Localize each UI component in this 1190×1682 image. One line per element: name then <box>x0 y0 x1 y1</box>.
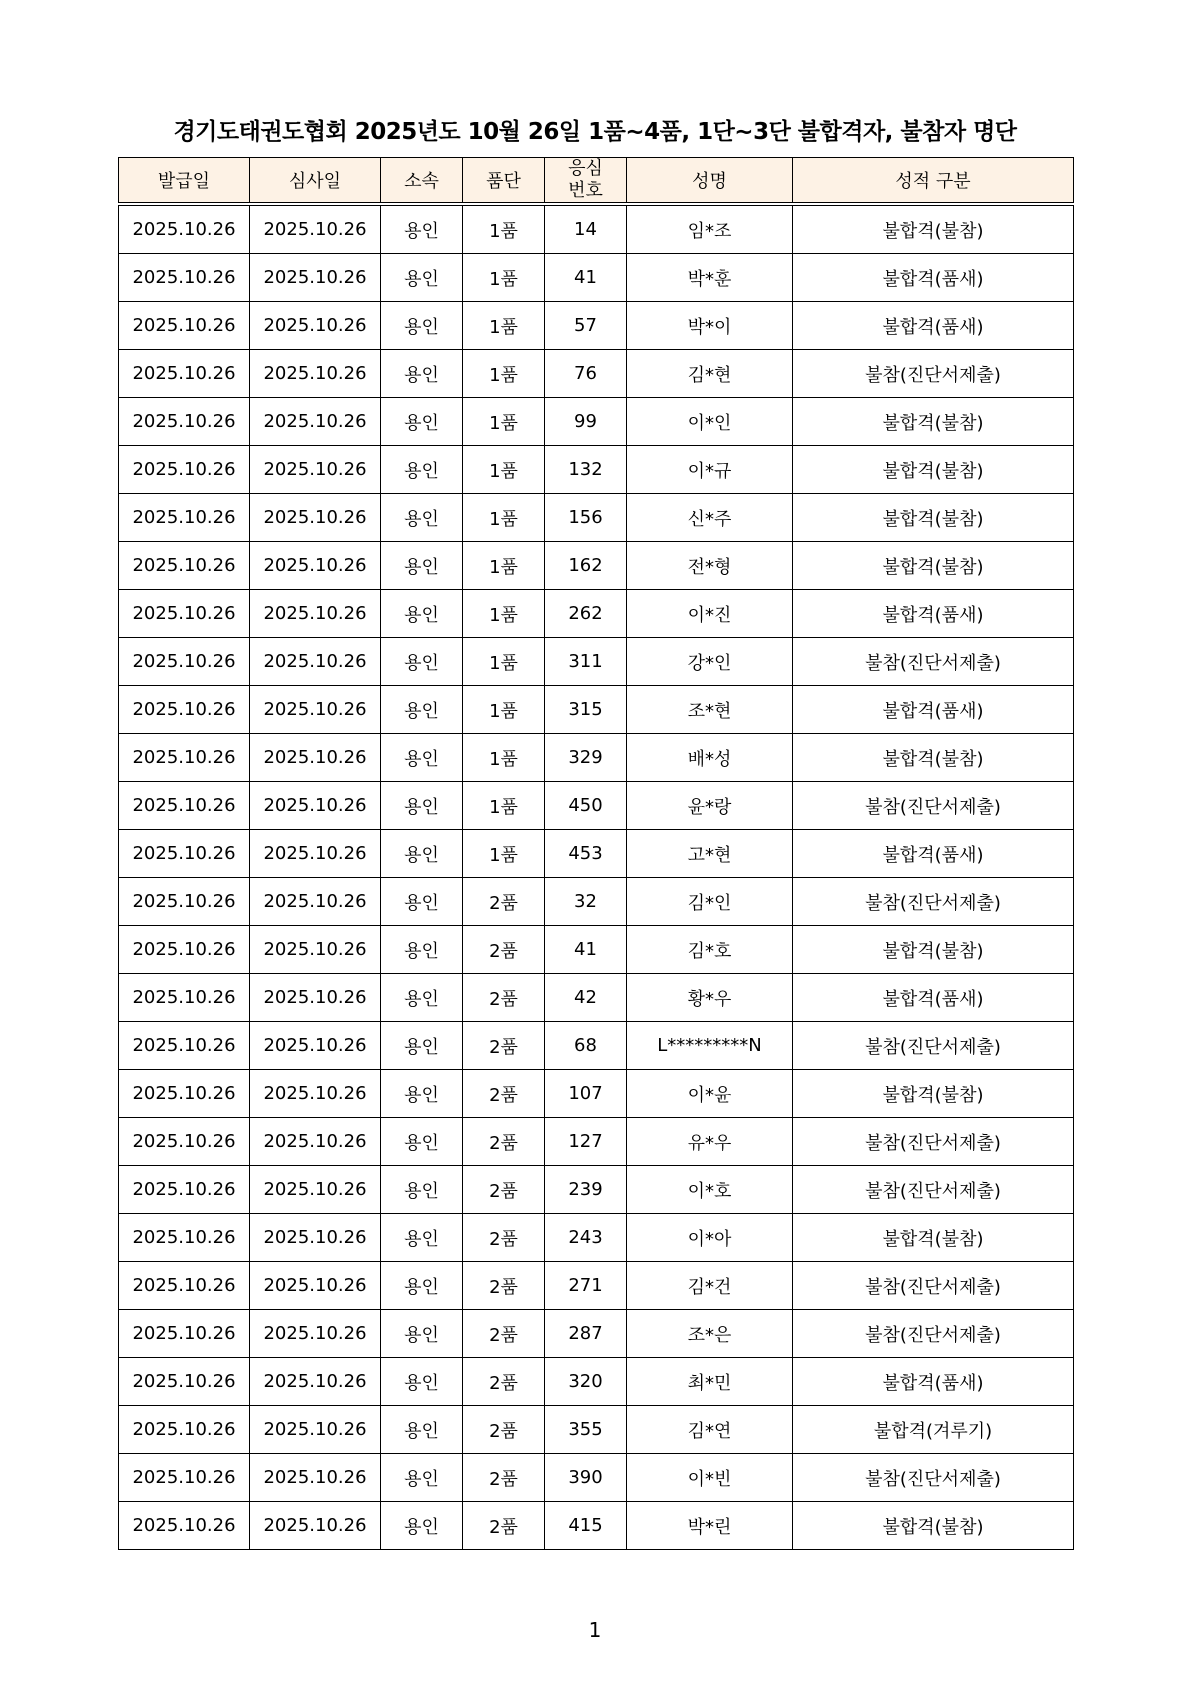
cell-exam-number: 76 <box>545 350 627 398</box>
cell-affiliation: 용인 <box>381 204 463 254</box>
cell-rank: 1품 <box>463 590 545 638</box>
cell-issue-date: 2025.10.26 <box>119 734 250 782</box>
cell-exam-number: 41 <box>545 254 627 302</box>
cell-name: 임*조 <box>627 204 793 254</box>
table-body <box>119 204 1074 1550</box>
cell-issue-date: 2025.10.26 <box>119 1262 250 1310</box>
cell-rank: 2품 <box>463 1310 545 1358</box>
cell-rank: 1품 <box>463 204 545 254</box>
cell-exam-number: 415 <box>545 1502 627 1550</box>
cell-exam-date: 2025.10.26 <box>250 1118 381 1166</box>
cell-exam-date: 2025.10.26 <box>250 926 381 974</box>
cell-exam-number: 450 <box>545 782 627 830</box>
table-row <box>119 1502 1074 1550</box>
cell-exam-date: 2025.10.26 <box>250 494 381 542</box>
cell-rank: 2품 <box>463 1070 545 1118</box>
cell-exam-number: 156 <box>545 494 627 542</box>
cell-name: 이*아 <box>627 1214 793 1262</box>
cell-name: 윤*랑 <box>627 782 793 830</box>
cell-name: 이*호 <box>627 1166 793 1214</box>
cell-affiliation: 용인 <box>381 398 463 446</box>
cell-rank: 1품 <box>463 638 545 686</box>
cell-affiliation: 용인 <box>381 1406 463 1454</box>
cell-result: 불합격(불참) <box>793 494 1074 542</box>
cell-rank: 2품 <box>463 1406 545 1454</box>
table-row <box>119 590 1074 638</box>
cell-result: 불합격(불참) <box>793 926 1074 974</box>
cell-name: 조*은 <box>627 1310 793 1358</box>
cell-result: 불합격(품새) <box>793 974 1074 1022</box>
cell-name: 박*훈 <box>627 254 793 302</box>
cell-exam-date: 2025.10.26 <box>250 254 381 302</box>
cell-issue-date: 2025.10.26 <box>119 1070 250 1118</box>
cell-issue-date: 2025.10.26 <box>119 782 250 830</box>
cell-exam-number: 287 <box>545 1310 627 1358</box>
cell-rank: 2품 <box>463 1262 545 1310</box>
cell-exam-date: 2025.10.26 <box>250 1358 381 1406</box>
cell-name: 박*이 <box>627 302 793 350</box>
cell-affiliation: 용인 <box>381 302 463 350</box>
cell-name: 김*연 <box>627 1406 793 1454</box>
cell-exam-date: 2025.10.26 <box>250 446 381 494</box>
cell-exam-number: 107 <box>545 1070 627 1118</box>
table-row <box>119 686 1074 734</box>
cell-name: 이*규 <box>627 446 793 494</box>
header-col-issue-date: 발급일 <box>119 158 250 205</box>
cell-exam-number: 320 <box>545 1358 627 1406</box>
cell-exam-date: 2025.10.26 <box>250 734 381 782</box>
cell-issue-date: 2025.10.26 <box>119 1358 250 1406</box>
table-row <box>119 302 1074 350</box>
cell-result: 불합격(품새) <box>793 1358 1074 1406</box>
cell-rank: 1품 <box>463 446 545 494</box>
cell-issue-date: 2025.10.26 <box>119 1406 250 1454</box>
cell-name: 최*민 <box>627 1358 793 1406</box>
cell-rank: 2품 <box>463 878 545 926</box>
cell-result: 불참(진단서제출) <box>793 1166 1074 1214</box>
cell-rank: 1품 <box>463 782 545 830</box>
results-table <box>118 157 1074 1550</box>
cell-issue-date: 2025.10.26 <box>119 1214 250 1262</box>
cell-exam-number: 42 <box>545 974 627 1022</box>
cell-exam-number: 132 <box>545 446 627 494</box>
cell-result: 불참(진단서제출) <box>793 878 1074 926</box>
header-col-exam-date: 심사일 <box>250 158 381 205</box>
cell-issue-date: 2025.10.26 <box>119 204 250 254</box>
cell-rank: 2품 <box>463 1118 545 1166</box>
cell-exam-number: 355 <box>545 1406 627 1454</box>
cell-name: 고*현 <box>627 830 793 878</box>
cell-result: 불합격(불참) <box>793 446 1074 494</box>
cell-result: 불합격(품새) <box>793 830 1074 878</box>
cell-issue-date: 2025.10.26 <box>119 830 250 878</box>
cell-rank: 1품 <box>463 350 545 398</box>
table-header <box>119 158 1074 205</box>
cell-affiliation: 용인 <box>381 254 463 302</box>
cell-result: 불합격(품새) <box>793 254 1074 302</box>
cell-rank: 1품 <box>463 734 545 782</box>
page-number: 1 <box>588 1618 602 1642</box>
table-row <box>119 926 1074 974</box>
header-col-rank: 품단 <box>463 158 545 205</box>
cell-issue-date: 2025.10.26 <box>119 1310 250 1358</box>
cell-name: 이*진 <box>627 590 793 638</box>
cell-exam-date: 2025.10.26 <box>250 1406 381 1454</box>
table-row <box>119 1022 1074 1070</box>
cell-exam-date: 2025.10.26 <box>250 398 381 446</box>
cell-exam-date: 2025.10.26 <box>250 638 381 686</box>
header-col-exam-number: 응심 번호 <box>545 158 627 205</box>
cell-exam-number: 68 <box>545 1022 627 1070</box>
cell-affiliation: 용인 <box>381 1502 463 1550</box>
cell-affiliation: 용인 <box>381 446 463 494</box>
header-col-result: 성적 구분 <box>793 158 1074 205</box>
table-row <box>119 446 1074 494</box>
cell-affiliation: 용인 <box>381 1262 463 1310</box>
cell-rank: 1품 <box>463 686 545 734</box>
cell-exam-number: 99 <box>545 398 627 446</box>
table-row <box>119 254 1074 302</box>
cell-name: 이*빈 <box>627 1454 793 1502</box>
cell-affiliation: 용인 <box>381 782 463 830</box>
cell-result: 불합격(불참) <box>793 542 1074 590</box>
cell-result: 불참(진단서제출) <box>793 1310 1074 1358</box>
cell-affiliation: 용인 <box>381 686 463 734</box>
cell-issue-date: 2025.10.26 <box>119 398 250 446</box>
cell-exam-date: 2025.10.26 <box>250 1070 381 1118</box>
cell-result: 불합격(품새) <box>793 302 1074 350</box>
cell-exam-number: 311 <box>545 638 627 686</box>
cell-exam-number: 329 <box>545 734 627 782</box>
cell-issue-date: 2025.10.26 <box>119 494 250 542</box>
cell-result: 불합격(불참) <box>793 734 1074 782</box>
cell-name: 전*형 <box>627 542 793 590</box>
cell-rank: 1품 <box>463 494 545 542</box>
cell-issue-date: 2025.10.26 <box>119 1454 250 1502</box>
cell-name: 이*인 <box>627 398 793 446</box>
cell-exam-number: 239 <box>545 1166 627 1214</box>
cell-issue-date: 2025.10.26 <box>119 1118 250 1166</box>
cell-rank: 2품 <box>463 1454 545 1502</box>
cell-name: 이*윤 <box>627 1070 793 1118</box>
header-col-affiliation: 소속 <box>381 158 463 205</box>
cell-result: 불합격(품새) <box>793 590 1074 638</box>
cell-affiliation: 용인 <box>381 974 463 1022</box>
cell-issue-date: 2025.10.26 <box>119 446 250 494</box>
table-row <box>119 782 1074 830</box>
table-row <box>119 1118 1074 1166</box>
cell-result: 불참(진단서제출) <box>793 782 1074 830</box>
cell-name: 박*린 <box>627 1502 793 1550</box>
cell-affiliation: 용인 <box>381 1310 463 1358</box>
cell-exam-number: 271 <box>545 1262 627 1310</box>
cell-exam-date: 2025.10.26 <box>250 590 381 638</box>
table-row <box>119 1262 1074 1310</box>
cell-result: 불참(진단서제출) <box>793 1454 1074 1502</box>
cell-exam-date: 2025.10.26 <box>250 686 381 734</box>
cell-name: 김*건 <box>627 1262 793 1310</box>
cell-exam-date: 2025.10.26 <box>250 1166 381 1214</box>
cell-name: 신*주 <box>627 494 793 542</box>
table-row <box>119 878 1074 926</box>
cell-exam-date: 2025.10.26 <box>250 1262 381 1310</box>
cell-rank: 2품 <box>463 974 545 1022</box>
cell-exam-date: 2025.10.26 <box>250 204 381 254</box>
cell-rank: 2품 <box>463 1502 545 1550</box>
cell-exam-date: 2025.10.26 <box>250 1502 381 1550</box>
cell-exam-date: 2025.10.26 <box>250 830 381 878</box>
cell-affiliation: 용인 <box>381 542 463 590</box>
cell-rank: 1품 <box>463 542 545 590</box>
cell-rank: 1품 <box>463 302 545 350</box>
cell-affiliation: 용인 <box>381 1118 463 1166</box>
cell-exam-date: 2025.10.26 <box>250 878 381 926</box>
cell-affiliation: 용인 <box>381 1358 463 1406</box>
cell-rank: 2품 <box>463 1358 545 1406</box>
cell-exam-number: 162 <box>545 542 627 590</box>
cell-name: 김*호 <box>627 926 793 974</box>
cell-affiliation: 용인 <box>381 878 463 926</box>
cell-result: 불합격(불참) <box>793 1214 1074 1262</box>
table-row <box>119 734 1074 782</box>
page-title: 경기도태권도협회 2025년도 10월 26일 1품~4품, 1단~3단 불합격자, 불참자 명단 <box>173 119 1017 145</box>
cell-issue-date: 2025.10.26 <box>119 1022 250 1070</box>
cell-result: 불참(진단서제출) <box>793 638 1074 686</box>
table-row <box>119 1166 1074 1214</box>
cell-name: 배*성 <box>627 734 793 782</box>
cell-name: 김*현 <box>627 350 793 398</box>
cell-exam-number: 41 <box>545 926 627 974</box>
cell-exam-date: 2025.10.26 <box>250 1454 381 1502</box>
table-row <box>119 974 1074 1022</box>
cell-affiliation: 용인 <box>381 830 463 878</box>
cell-exam-date: 2025.10.26 <box>250 1310 381 1358</box>
cell-rank: 1품 <box>463 254 545 302</box>
cell-issue-date: 2025.10.26 <box>119 878 250 926</box>
cell-rank: 2품 <box>463 1214 545 1262</box>
cell-exam-number: 390 <box>545 1454 627 1502</box>
table-row <box>119 542 1074 590</box>
cell-issue-date: 2025.10.26 <box>119 302 250 350</box>
cell-affiliation: 용인 <box>381 350 463 398</box>
table-row <box>119 1214 1074 1262</box>
cell-exam-number: 57 <box>545 302 627 350</box>
cell-issue-date: 2025.10.26 <box>119 638 250 686</box>
cell-issue-date: 2025.10.26 <box>119 350 250 398</box>
table-row <box>119 494 1074 542</box>
cell-name: 유*우 <box>627 1118 793 1166</box>
cell-exam-date: 2025.10.26 <box>250 302 381 350</box>
cell-rank: 2품 <box>463 1022 545 1070</box>
cell-rank: 1품 <box>463 830 545 878</box>
cell-issue-date: 2025.10.26 <box>119 926 250 974</box>
cell-rank: 1품 <box>463 398 545 446</box>
cell-affiliation: 용인 <box>381 926 463 974</box>
table-row <box>119 1358 1074 1406</box>
cell-exam-date: 2025.10.26 <box>250 974 381 1022</box>
cell-result: 불합격(불참) <box>793 1070 1074 1118</box>
cell-issue-date: 2025.10.26 <box>119 1166 250 1214</box>
header-row <box>119 158 1074 205</box>
cell-exam-number: 14 <box>545 204 627 254</box>
cell-exam-date: 2025.10.26 <box>250 1022 381 1070</box>
header-col-name: 성명 <box>627 158 793 205</box>
cell-name: 김*인 <box>627 878 793 926</box>
cell-exam-number: 243 <box>545 1214 627 1262</box>
cell-issue-date: 2025.10.26 <box>119 686 250 734</box>
cell-affiliation: 용인 <box>381 734 463 782</box>
cell-name: 조*현 <box>627 686 793 734</box>
cell-name: 강*인 <box>627 638 793 686</box>
cell-result: 불참(진단서제출) <box>793 1118 1074 1166</box>
table-row <box>119 638 1074 686</box>
cell-rank: 2품 <box>463 1166 545 1214</box>
cell-affiliation: 용인 <box>381 494 463 542</box>
cell-result: 불참(진단서제출) <box>793 350 1074 398</box>
cell-exam-date: 2025.10.26 <box>250 782 381 830</box>
cell-affiliation: 용인 <box>381 1454 463 1502</box>
cell-issue-date: 2025.10.26 <box>119 1502 250 1550</box>
cell-issue-date: 2025.10.26 <box>119 542 250 590</box>
cell-name: 황*우 <box>627 974 793 1022</box>
cell-exam-date: 2025.10.26 <box>250 542 381 590</box>
cell-rank: 2품 <box>463 926 545 974</box>
cell-result: 불합격(품새) <box>793 686 1074 734</box>
cell-affiliation: 용인 <box>381 1022 463 1070</box>
cell-exam-date: 2025.10.26 <box>250 1214 381 1262</box>
cell-exam-number: 315 <box>545 686 627 734</box>
table-row <box>119 1310 1074 1358</box>
cell-name: L*********N <box>627 1022 793 1070</box>
cell-affiliation: 용인 <box>381 638 463 686</box>
cell-exam-number: 32 <box>545 878 627 926</box>
cell-result: 불합격(불참) <box>793 1502 1074 1550</box>
table-row <box>119 1406 1074 1454</box>
cell-exam-date: 2025.10.26 <box>250 350 381 398</box>
cell-issue-date: 2025.10.26 <box>119 254 250 302</box>
cell-result: 불참(진단서제출) <box>793 1022 1074 1070</box>
cell-result: 불합격(불참) <box>793 398 1074 446</box>
cell-exam-number: 127 <box>545 1118 627 1166</box>
table-row <box>119 204 1074 254</box>
table-row <box>119 398 1074 446</box>
cell-result: 불합격(불참) <box>793 204 1074 254</box>
table-row <box>119 830 1074 878</box>
cell-result: 불참(진단서제출) <box>793 1262 1074 1310</box>
cell-issue-date: 2025.10.26 <box>119 590 250 638</box>
cell-affiliation: 용인 <box>381 1070 463 1118</box>
cell-exam-number: 262 <box>545 590 627 638</box>
cell-issue-date: 2025.10.26 <box>119 974 250 1022</box>
cell-exam-number: 453 <box>545 830 627 878</box>
cell-affiliation: 용인 <box>381 590 463 638</box>
cell-affiliation: 용인 <box>381 1166 463 1214</box>
table-row <box>119 1454 1074 1502</box>
cell-affiliation: 용인 <box>381 1214 463 1262</box>
table-row <box>119 1070 1074 1118</box>
cell-result: 불합격(겨루기) <box>793 1406 1074 1454</box>
table-row <box>119 350 1074 398</box>
